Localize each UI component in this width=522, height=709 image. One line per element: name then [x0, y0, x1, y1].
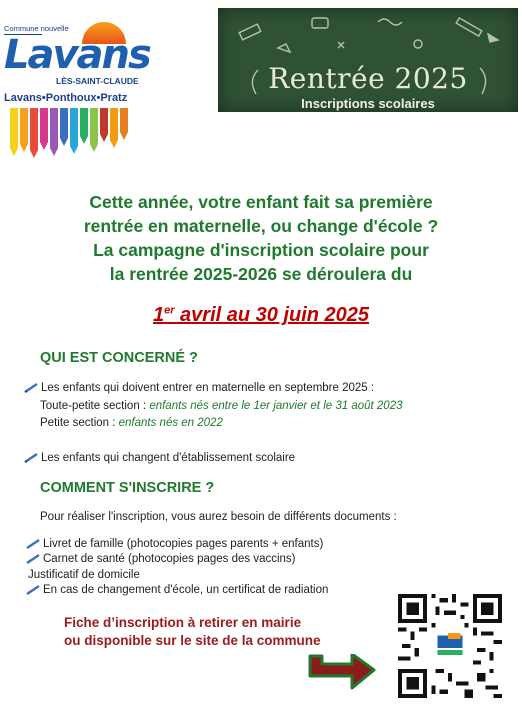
intro-line-1: Cette année, votre enfant fait sa première [89, 192, 433, 212]
who-tps [40, 400, 403, 412]
logo-pencils-icon [8, 108, 136, 158]
logo-commune-label: Commune nouvelle [4, 24, 69, 33]
qr-code[interactable] [398, 594, 502, 698]
doc-item [26, 538, 323, 550]
doc-item [26, 584, 328, 596]
how-intro: Pour réaliser l'inscription, vous aurez besoin de différents documents : [40, 511, 397, 523]
cta-text [64, 614, 321, 650]
doc-item-text: Livret de famille (photocopies pages parents + enfants) [43, 538, 324, 550]
dates-rest: avril au 30 juin 2025 [174, 304, 370, 326]
registration-dates [0, 304, 522, 327]
chalkboard-banner [218, 8, 518, 112]
who-item-1-text: Les enfants qui doivent entrer en maternelle en septembre 2025 : [41, 382, 375, 394]
intro-paragraph [0, 190, 522, 286]
how-title: COMMENT S'INSCRIRE ? [40, 480, 215, 496]
pen-icon [24, 383, 38, 393]
doc-item-text: En cas de changement d'école, un certificat de radiation [43, 584, 329, 596]
who-ps-value: enfants nés en 2022 [118, 417, 223, 429]
doc-item [28, 569, 140, 581]
doc-item-text: Carnet de santé (photocopies pages des vaccins) [43, 553, 296, 565]
logo-name: Lavans [4, 32, 150, 78]
intro-line-3: La campagne d'inscription scolaire pour [93, 240, 429, 260]
doc-item-text: Justificatif de domicile [28, 569, 140, 581]
pen-icon [26, 554, 40, 564]
who-item-2 [24, 452, 295, 464]
who-item-2-text: Les enfants qui changent d'établissement scolaire [41, 452, 296, 464]
who-tps-label: Toute-petite section : [40, 400, 150, 412]
pen-icon [26, 539, 40, 549]
logo-villages: Lavans•Ponthoux•Pratz [4, 92, 128, 104]
cta-line-2: ou disponible sur le site de la commune [64, 633, 321, 648]
cta-line-1: Fiche d’inscription à retirer en mairie [64, 615, 302, 630]
who-ps [40, 417, 223, 429]
who-title: QUI EST CONCERNÉ ? [40, 350, 198, 366]
dates-day: 1 [152, 304, 165, 326]
pen-icon [24, 453, 38, 463]
commune-logo [4, 24, 150, 160]
banner-title: Rentrée 2025 [268, 62, 468, 95]
arrow-right-icon [306, 654, 378, 694]
intro-line-2: rentrée en maternelle, ou change d'école ? [83, 216, 439, 236]
who-tps-value: enfants nés entre le 1er janvier et le 31 août 2023 [149, 400, 403, 412]
who-item-1 [24, 382, 374, 394]
intro-line-4: la rentrée 2025-2026 se déroulera du [109, 264, 413, 284]
pen-icon [26, 585, 40, 595]
banner-subtitle: Inscriptions scolaires [301, 96, 435, 111]
dates-sup: er [164, 304, 175, 317]
who-ps-label: Petite section : [40, 417, 119, 429]
doc-item [26, 553, 296, 565]
logo-subtitle: LÈS-SAINT-CLAUDE [56, 76, 139, 86]
